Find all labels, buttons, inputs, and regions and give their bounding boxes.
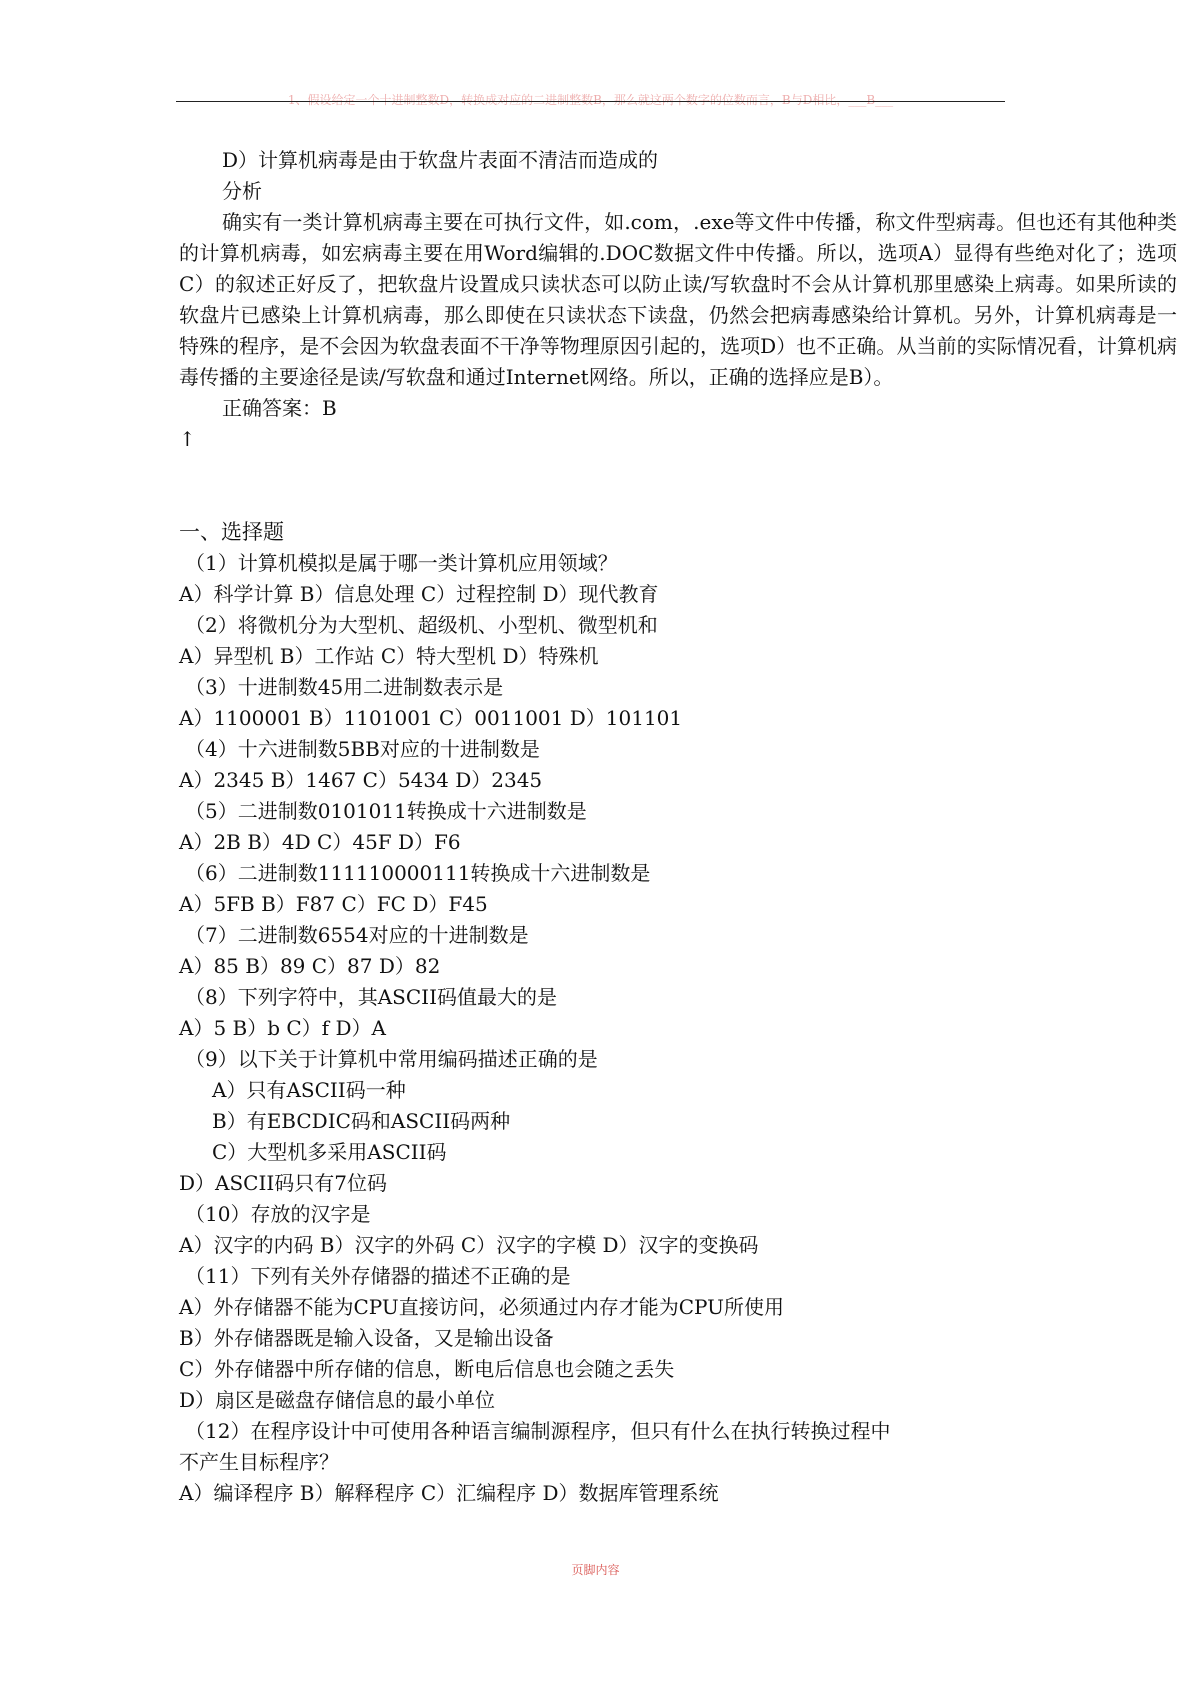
question-3: （3）十进制数45用二进制数表示是: [185, 675, 504, 699]
page-content: [179, 145, 1179, 1509]
analysis-heading: 分析: [222, 179, 262, 203]
question-3-options: A）1100001 B）1101001 C）0011001 D）101101: [179, 706, 683, 730]
question-11-option-c: C）外存储器中所存储的信息，断电后信息也会随之丢失: [179, 1357, 675, 1381]
question-11-option-b: B）外存储器既是输入设备，又是输出设备: [179, 1326, 554, 1350]
question-12-options: A）编译程序 B）解释程序 C）汇编程序 D）数据库管理系统: [179, 1481, 719, 1505]
question-6-options: A）5FB B）F87 C）FC D）F45: [179, 892, 488, 916]
question-9-option-d: D）ASCII码只有7位码: [179, 1171, 388, 1195]
question-4: （4）十六进制数5BB对应的十进制数是: [185, 737, 540, 761]
paragraph-return-mark: ↑: [179, 427, 196, 451]
header-rule: [176, 101, 1005, 102]
question-9-option-c: C）大型机多采用ASCII码: [212, 1140, 447, 1164]
question-1-options: A）科学计算 B）信息处理 C）过程控制 D）现代教育: [179, 582, 659, 606]
question-5-options: A）2B B）4D C）45F D）F6: [179, 830, 461, 854]
question-12: （12）在程序设计中可使用各种语言编制源程序，但只有什么在执行转换过程中: [185, 1419, 891, 1443]
question-10-options: A）汉字的内码 B）汉字的外码 C）汉字的字模 D）汉字的变换码: [179, 1233, 759, 1257]
question-list: [179, 548, 1179, 1509]
option-d-text: D）计算机病毒是由于软盘片表面不清洁而造成的: [222, 148, 659, 172]
page-header-text: 1、假设给定一个十进制整数D，转换成对应的二进制整数B，那么就这两个数字的位数而言，B与D相比，___B___: [287, 93, 894, 107]
question-11: （11）下列有关外存储器的描述不正确的是: [185, 1264, 571, 1288]
question-6: （6）二进制数111110000111转换成十六进制数是: [185, 861, 651, 885]
question-5: （5）二进制数0101011转换成十六进制数是: [185, 799, 587, 823]
correct-answer: 正确答案：B: [222, 396, 337, 420]
spacer: [179, 455, 1179, 517]
question-2: （2）将微机分为大型机、超级机、小型机、微型机和: [185, 613, 658, 637]
analysis-paragraph: 确实有一类计算机病毒主要在可执行文件，如.com，.exe等文件中传播，称文件型病毒。但也还有其他种类的计算机病毒，如宏病毒主要在用Word编辑的.DOC数据文件中传播。所以，选项A）显得有些绝对化了；选项C）的叙述正好反了，把软盘片设置成只读状态可以防止读/写软盘时不会从计算机那里感染上病毒。如果所读的软盘片已感染上计算机病毒，那么即使在只读状态下读盘，仍然会把病毒感染给计算机。另外，计算机病毒是一特殊的程序，是不会因为软盘表面不干净等物理原因引起的，选项D）也不正确。从当前的实际情况看，计算机病毒传播的主要途径是读/写软盘和通过Internet网络。所以，正确的选择应是B）。: [179, 210, 1177, 389]
question-2-options: A）异型机 B）工作站 C）特大型机 D）特殊机: [179, 644, 599, 668]
question-1: （1）计算机模拟是属于哪一类计算机应用领域？: [185, 551, 618, 575]
question-12-continuation: 不产生目标程序？: [179, 1450, 339, 1474]
question-8-options: A）5 B）b C）f D）A: [179, 1016, 386, 1040]
question-11-option-a: A）外存储器不能为CPU直接访问，必须通过内存才能为CPU所使用: [179, 1295, 784, 1319]
question-9-option-a: A）只有ASCII码一种: [212, 1078, 406, 1102]
page-footer: 页脚内容: [571, 1563, 620, 1577]
question-9-option-b: B）有EBCDIC码和ASCII码两种: [212, 1109, 511, 1133]
question-8: （8）下列字符中，其ASCII码值最大的是: [185, 985, 557, 1009]
question-9: （9）以下关于计算机中常用编码描述正确的是: [185, 1047, 598, 1071]
question-11-option-d: D）扇区是磁盘存储信息的最小单位: [179, 1388, 496, 1412]
question-7-options: A）85 B）89 C）87 D）82: [179, 954, 441, 978]
question-4-options: A）2345 B）1467 C）5434 D）2345: [179, 768, 543, 792]
question-7: （7）二进制数6554对应的十进制数是: [185, 923, 529, 947]
question-10: （10）存放的汉字是: [185, 1202, 371, 1226]
section-title: 一、选择题: [179, 520, 284, 544]
